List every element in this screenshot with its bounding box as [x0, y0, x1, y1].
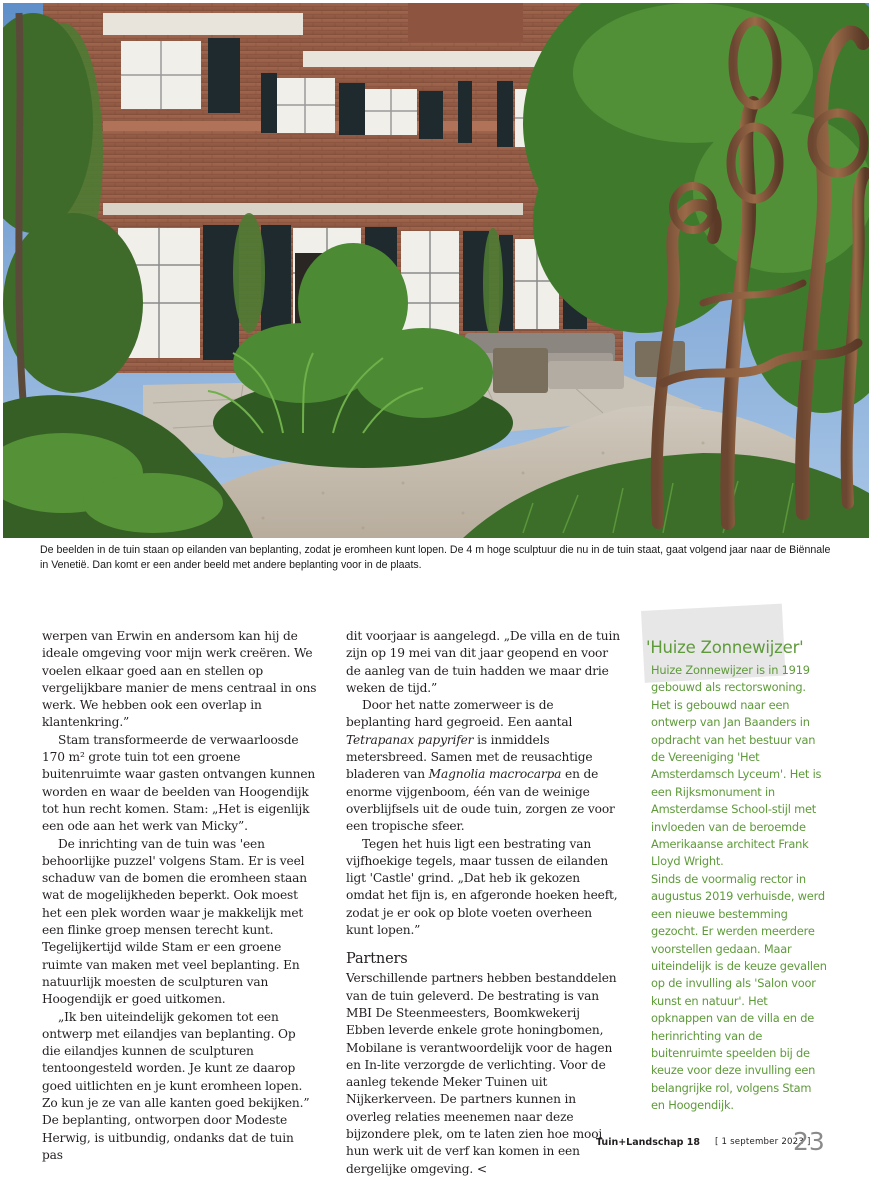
species-name: Magnolia macrocarpa — [428, 767, 562, 782]
species-name: Tetrapanax papyrifer — [346, 732, 474, 747]
text-run: en de enorme vijgenboom, één van de weinige overblijfsels uit de oude tuin, zorgen ze voor een tropische sfeer. — [346, 767, 615, 834]
sidebar-paragraph: Huize Zonnewijzer is in 1919 gebouwd als rectorswoning. Het is gebouwd naar een ontwerp van Jan Baanders in opdracht van het bestuur van de Vereeniging 'Het Amsterdamsch Lyceum'. Het is een Rijksmonument in Amsterdamse School-stijl met invloeden van de beroemde Amerikaanse architect Frank Lloyd Wright. — [651, 663, 822, 869]
paragraph: werpen van Erwin en andersom kan hij de ideale omgeving voor mijn werk creëren. We voelen elkaar goed aan en stellen op vergelijkbare manier de mens centraal in ons werk. We hebben ook een overlap in klantenkring.” — [42, 629, 317, 730]
sidebar-title: 'Huize Zonnewijzer' — [646, 638, 804, 657]
paragraph: De inrichting van de tuin was 'een behoorlijke puzzel' volgens Stam. Er is veel schaduw van de bomen die eromheen staan wat de mogelijkheden beperkt. Ook moest het een plek worden waar je makkelijk met een flinke groep mensen terecht kunt. Tegelijkertijd wilde Stam er een groene ruimte van maken met veel beplanting. En natuurlijk moesten de sculpturen van Hoogendijk er goed uitkomen. — [42, 836, 307, 1007]
garden-photo — [3, 3, 869, 538]
body-column-2 — [346, 628, 621, 1178]
paragraph: dit voorjaar is aangelegd. „De villa en de tuin zijn op 19 mei van dit jaar geopend en voor de aanleg van de tuin hadden we maar drie weken de tijd.” — [346, 629, 620, 695]
paragraph: Verschillende partners hebben bestanddelen van de tuin geleverd. De bestrating is van MBI De Steenmeesters, Boomkwekerij Ebben leverde enkele grote honingbomen, Mobilane is verantwoordelijk voor de hagen en In-lite verzorgde de verlichting. Voor de aanleg tekende Meker Tuinen uit Nijkerkerveen. De partners kunnen in overleg relaties meenemen naar deze bijzondere plek, om te laten zien hoe mooi hun werk uit de verf kan komen in een dergelijke omgeving. < — [346, 971, 617, 1176]
section-heading: Partners — [346, 951, 408, 968]
photo-caption: De beelden in de tuin staan op eilanden van beplanting, zodat je eromheen kunt lopen. De 4 m hoge sculptuur die nu in de tuin staat, gaat volgend jaar naar de Biënnale in Venetië. Dan komt er een ander beeld met andere beplanting voor in de plaats. — [40, 544, 831, 571]
magazine-name: Tuin+Landschap 18 — [596, 1137, 700, 1148]
text-run: Door het natte zomerweer is de beplanting hard gegroeid. Een aantal — [346, 698, 573, 730]
paragraph: „Ik ben uiteindelijk gekomen tot een ontwerp met eilandjes van beplanting. Op die eilandjes kunnen de sculpturen tentoongesteld worden. Je kunt ze daarop goed uitlichten en je kunt eromheen lopen. Zo kun je ze van alle kanten goed bekijken.” De beplanting, ontworpen door Modeste Herwig, is uitbundig, ondanks dat de tuin pas — [42, 1009, 310, 1162]
issue-date: [ 1 september 2023 ] — [715, 1137, 811, 1147]
text-run: is inmiddels metersbreed. Samen met de reusachtige bladeren van — [346, 732, 593, 782]
paragraph — [346, 697, 621, 835]
sidebar-box — [647, 637, 827, 1115]
paragraph: Stam transformeerde de verwaarloosde 170 m² grote tuin tot een groene buitenruimte waar gasten ontvangen kunnen worden en waar de beelden van Hoogendijk tot hun recht komen. Stam: „Het is eigenlijk een ode aan het werk van Micky”. — [42, 732, 316, 834]
body-column-1 — [42, 628, 317, 1164]
paragraph: Tegen het huis ligt een bestrating van vijfhoekige tegels, maar tussen de eilanden ligt 'Castle' grind. „Dat heb ik gekozen omdat het fijn is, en afgeronde hoeken heeft, zodat je er ook op blote voeten overheen kunt lopen.” — [346, 836, 618, 938]
sidebar-paragraph: Sinds de voormalig rector in augustus 2019 verhuisde, werd een nieuwe bestemming gezocht. Er werden meerdere voorstellen gedaan. Maar uiteindelijk is de keuze gevallen op de invulling als 'Salon voor kunst en natuur'. Het opknappen van de villa en de herinrichting van de buitenruimte speelden bij de keuze voor deze invulling een belangrijke rol, volgens Stam en Hoogendijk. — [651, 871, 827, 1113]
page-footer — [596, 1127, 836, 1159]
page-number: 23 — [793, 1127, 825, 1156]
